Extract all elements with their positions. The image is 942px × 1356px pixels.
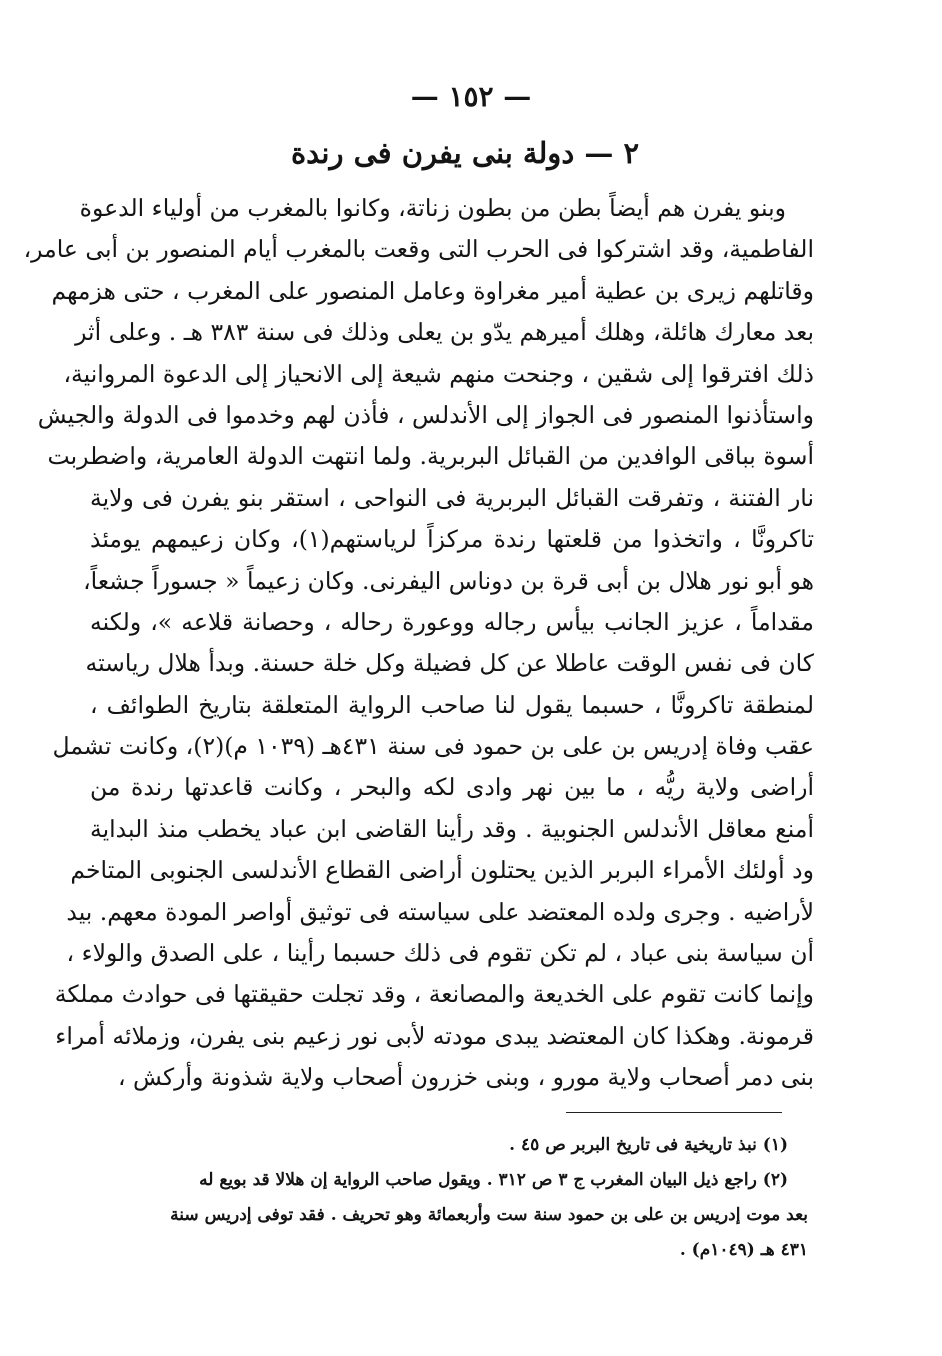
page-number: — ١٥٢ — xyxy=(410,80,532,113)
body-line: لأراضيه . وجرى ولده المعتضد على سياسته فى توثيق أواصر المودة معهم. بيد xyxy=(66,897,814,926)
body-line: وقاتلهم زيرى بن عطية أمير مغراوة وعامل المنصور على المغرب ، حتى هزمهم xyxy=(51,276,814,305)
body-line: أسوة بباقى الوافدين من القبائل البربرية. ولما انتهت الدولة العامرية، واضطربت xyxy=(47,442,814,471)
body-line: وإنما كانت تقوم على الخديعة والمصانعة ، وقد تجلت حقيقتها فى حوادث مملكة xyxy=(54,980,814,1009)
body-line: كان فى نفس الوقت عاطلا عن كل فضيلة وكل خلة حسنة. وبدأ هلال رياسته xyxy=(85,649,814,678)
body-line: ذلك افترقوا إلى شقين ، وجنحت منهم شيعة إلى الانحياز إلى الدعوة المروانية، xyxy=(63,359,814,388)
footnotes xyxy=(170,1128,808,1268)
body-line: أن سياسة بنى عباد ، لم تكن تقوم فى ذلك حسبما رأينا ، على الصدق والولاء ، xyxy=(66,939,814,968)
footnote-2-continued: بعد موت إدريس بن على بن حمود سنة ست وأربعمائة وهو تحريف . فقد توفى إدريس سنة xyxy=(170,1205,808,1225)
body-line: واستأذنوا المنصور فى الجواز إلى الأندلس ، فأذن لهم وخدموا فى الدولة والجيش xyxy=(37,400,814,429)
chapter-title: ٢ — دولة بنى يفرن فى رندة xyxy=(290,136,640,170)
body-line: بنى دمر أصحاب ولاية مورو ، وبنى خزرون أصحاب ولاية شذونة وأركش ، xyxy=(117,1063,814,1092)
footnote-2: (٢) راجع ذيل البيان المغرب ج ٣ ص ٣١٢ . ويقول صاحب الرواية إن هلالا قد بويع له xyxy=(199,1170,788,1190)
body-line: نار الفتنة ، وتفرقت القبائل البربرية فى النواحى ، استقر بنو يفرن فى ولاية xyxy=(90,483,814,512)
body-line: أمنع معاقل الأندلس الجنوبية . وقد رأينا القاضى ابن عباد يخطب منذ البداية xyxy=(90,814,814,843)
footnote-2-end: ٤٣١ هـ (١٠٤٩م) . xyxy=(679,1240,808,1260)
body-line: مقداماً ، عزيز الجانب بيأس رجاله ووعورة رحاله ، وحصانة قلاعه »، ولكنه xyxy=(90,607,814,636)
body-line: عقب وفاة إدريس بن على بن حمود فى سنة ٤٣١هـ (١٠٣٩ م)(٢)، وكانت تشمل xyxy=(52,732,814,761)
body-line: أراضى ولاية ريُّه ، ما بين نهر وادى لكه والبحر ، وكانت قاعدتها رندة من xyxy=(90,773,814,802)
body-line: ود أولئك الأمراء البربر الذين يحتلون أراضى القطاع الأندلسى الجنوبى المتاخم xyxy=(70,856,814,885)
body-text xyxy=(23,188,814,1099)
body-line: تاكرونَّا ، واتخذوا من قلعتها رندة مركزاً لرياستهم(١)، وكان زعيمهم يومئذ xyxy=(90,525,814,554)
body-line: هو أبو نور هلال بن أبى قرة بن دوناس اليفرنى. وكان زعيماً « جسوراً جشعاً، xyxy=(83,566,814,595)
body-line: وبنو يفرن هم أيضاً بطن من بطون زناتة، وكانوا بالمغرب من أولياء الدعوة xyxy=(79,194,786,222)
body-line: قرمونة. وهكذا كان المعتضد يبدى مودته لأبى نور زعيم بنى يفرن، وزملائه أمراء xyxy=(55,1021,814,1050)
body-line: لمنطقة تاكرونَّا ، حسبما يقول لنا صاحب الرواية المتعلقة بتاريخ الطوائف ، xyxy=(90,690,814,719)
body-line: الفاطمية، وقد اشتركوا فى الحرب التى وقعت بالمغرب أيام المنصور بن أبى عامر، xyxy=(23,235,814,264)
body-line: بعد معارك هائلة، وهلك أميرهم يدّو بن يعلى وذلك فى سنة ٣٨٣ هـ . وعلى أثر xyxy=(75,318,814,347)
footnote-divider xyxy=(566,1112,782,1113)
footnote-1: (١) نبذ تاريخية فى تاريخ البربر ص ٤٥ . xyxy=(509,1135,788,1155)
